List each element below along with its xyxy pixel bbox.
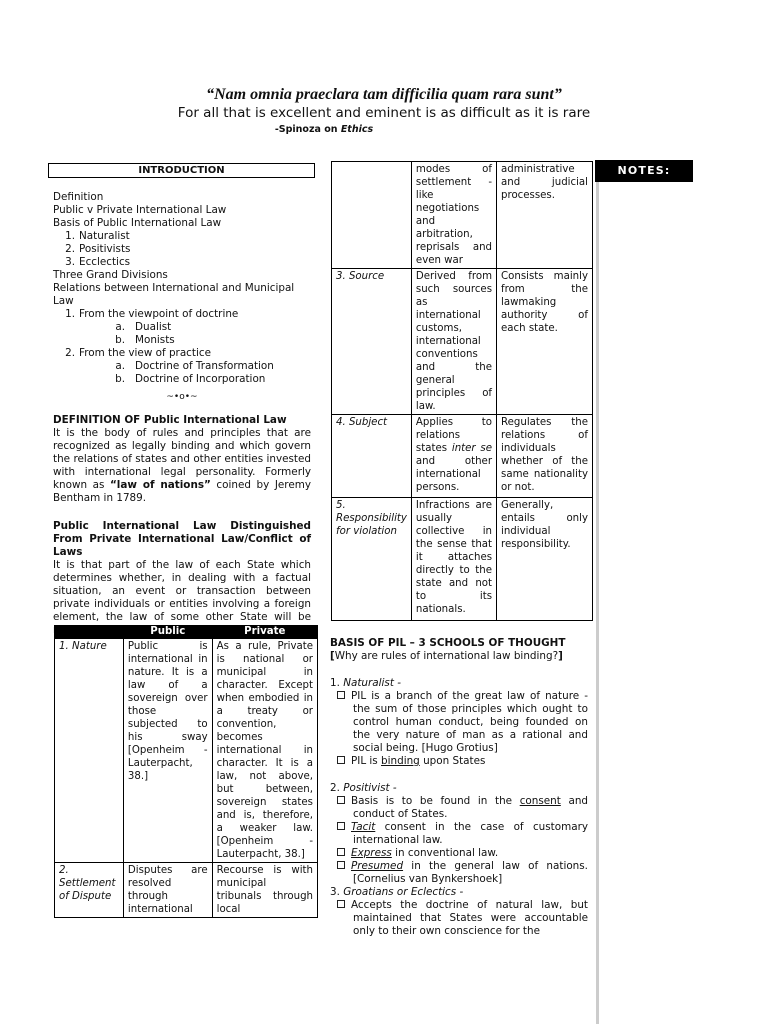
checkbox-bullet-icon — [337, 822, 345, 830]
row-label: 1. Nature — [55, 639, 124, 863]
table-row — [332, 162, 593, 269]
row-label: 2. Settlement of Dispute — [55, 863, 124, 918]
checkbox-bullet-icon — [337, 848, 345, 856]
outline-item: Three Grand Divisions — [53, 269, 168, 281]
epigraph-english: For all that is excellent and eminent is as difficult as it is rare — [177, 105, 591, 121]
bullet-item: Basis is to be found in the consent and conduct of States. — [330, 795, 588, 821]
public-cell: Disputes are resolved through international — [123, 863, 212, 918]
table-row — [55, 639, 318, 863]
table-header: Public — [123, 626, 212, 639]
outline-subitem: 1. From the viewpoint of doctrine — [65, 308, 239, 320]
checkbox-bullet-icon — [337, 691, 345, 699]
introduction-heading: INTRODUCTION — [48, 163, 315, 178]
outline-subsubitem: a. Dualist — [115, 321, 172, 333]
epigraph-latin: “Nam omnia praeclara tam difficilia quam rara sunt” — [206, 86, 562, 103]
public-cell: Applies to relations states inter se and other international persons. — [411, 415, 496, 498]
grotians-title: 3. Groatians or Eclectics - — [330, 886, 464, 898]
table-row — [332, 498, 593, 621]
notes-label: NOTES: — [595, 160, 693, 182]
private-cell: Regulates the relations of individuals whether of the same nationality or not. — [497, 415, 593, 498]
intro-outline — [53, 191, 311, 404]
bullet-item: PIL is a branch of the great law of nature - the sum of those principles which ought to control human conduct, being founded on the very nature of man as a rational and social being. [Hugo Grotius] — [330, 690, 588, 755]
checkbox-bullet-icon — [337, 796, 345, 804]
definition-section — [53, 414, 311, 505]
attribution-work: Ethics — [340, 124, 374, 135]
outline-item: Definition — [53, 191, 104, 203]
outline-item: Basis of Public International Law — [53, 217, 222, 229]
private-cell: Generally, entails only individual responsibility. — [497, 498, 593, 621]
table-row — [55, 863, 318, 918]
checkbox-bullet-icon — [337, 756, 345, 764]
public-cell: Derived from such sources as international customs, international conventions and the general principles of law. — [411, 269, 496, 415]
checkbox-bullet-icon — [337, 900, 345, 908]
comparison-table — [54, 625, 318, 918]
outline-subitem: 3. Ecclectics — [65, 256, 131, 268]
outline-subsubitem: a. Doctrine of Transformation — [115, 360, 274, 372]
comparison-table-continued — [331, 161, 593, 621]
bullet-item: Express in conventional law. — [330, 847, 588, 860]
private-cell: As a rule, Private is national or municipal in character. Except when embodied in a treaty or convention, becomes international in character. It is a law, not above, but between, sovereign states and is, therefore, a weaker law. [Openheim - Lauterpacht, 38.] — [212, 639, 317, 863]
private-cell: Consists mainly from the lawmaking authority of each state. — [497, 269, 593, 415]
outline-subsubitem: b. Monists — [115, 334, 175, 346]
notes-column-rule — [596, 182, 599, 1024]
bullet-item: Accepts the doctrine of natural law, but maintained that States were accountable only to their own conscience for the — [330, 899, 588, 938]
outline-subitem: 2. Positivists — [65, 243, 131, 255]
public-cell: modes of settlement - like negotiations and arbitration, reprisals and even war — [411, 162, 496, 269]
row-label — [332, 162, 412, 269]
positivist-title: 2. Positivist - — [330, 782, 397, 794]
basis-heading: BASIS OF PIL – 3 SCHOOLS OF THOUGHT [Why are rules of international law binding?] — [330, 637, 566, 662]
distinguished-body: It is that part of the law of each State which determines whether, in dealing with a factual situation, an event or transaction between private individuals or entities involving a foreign element, the law of some other State will be — [53, 559, 311, 623]
distinguished-heading: Public International Law Distinguished From Private International Law/Conflict of Laws — [53, 520, 311, 558]
distinguished-section — [53, 520, 311, 637]
naturalist-title: 1. Naturalist - — [330, 677, 401, 689]
bullet-item: PIL is binding upon States — [330, 755, 588, 768]
public-cell: Public is international in nature. It is a law of a sovereign over those subjected to his sway [Openheim - Lauterpacht, 38.] — [123, 639, 212, 863]
basis-section — [330, 637, 588, 938]
epigraph-attribution — [0, 123, 648, 136]
private-cell: administrative and judicial processes. — [497, 162, 593, 269]
table-header — [55, 626, 124, 639]
checkbox-bullet-icon — [337, 861, 345, 869]
table-header-row — [55, 626, 318, 639]
section-separator: ~•o•~ — [166, 392, 198, 402]
row-label: 4. Subject — [332, 415, 412, 498]
outline-subitem: 1. Naturalist — [65, 230, 130, 242]
table-row — [332, 415, 593, 498]
bullet-item: Tacit consent in the case of customary international law. — [330, 821, 588, 847]
definition-heading: DEFINITION OF Public International Law — [53, 414, 287, 426]
table-header: Private — [212, 626, 317, 639]
row-label: 5. Responsibility for violation — [332, 498, 412, 621]
outline-item: Relations between International and Municipal Law — [53, 282, 295, 307]
outline-item: Public v Private International Law — [53, 204, 227, 216]
private-cell: Recourse is with municipal tribunals through local — [212, 863, 317, 918]
table-row — [332, 269, 593, 415]
outline-subitem: 2. From the view of practice — [65, 347, 211, 359]
public-cell: Infractions are usually collective in the sense that it attaches directly to the state and not to its nationals. — [411, 498, 496, 621]
bullet-item: Presumed in the general law of nations. [Cornelius van Bynkershoek] — [330, 860, 588, 886]
definition-body: It is the body of rules and principles that are recognized as legally binding and which govern the relations of states and other entities invested with international legal personality. Formerly known as “law of nations” coined by Jeremy Bentham in 1789. — [53, 427, 311, 504]
outline-subsubitem: b. Doctrine of Incorporation — [115, 373, 266, 385]
row-label: 3. Source — [332, 269, 412, 415]
attribution-text: -Spinoza on — [274, 124, 341, 135]
